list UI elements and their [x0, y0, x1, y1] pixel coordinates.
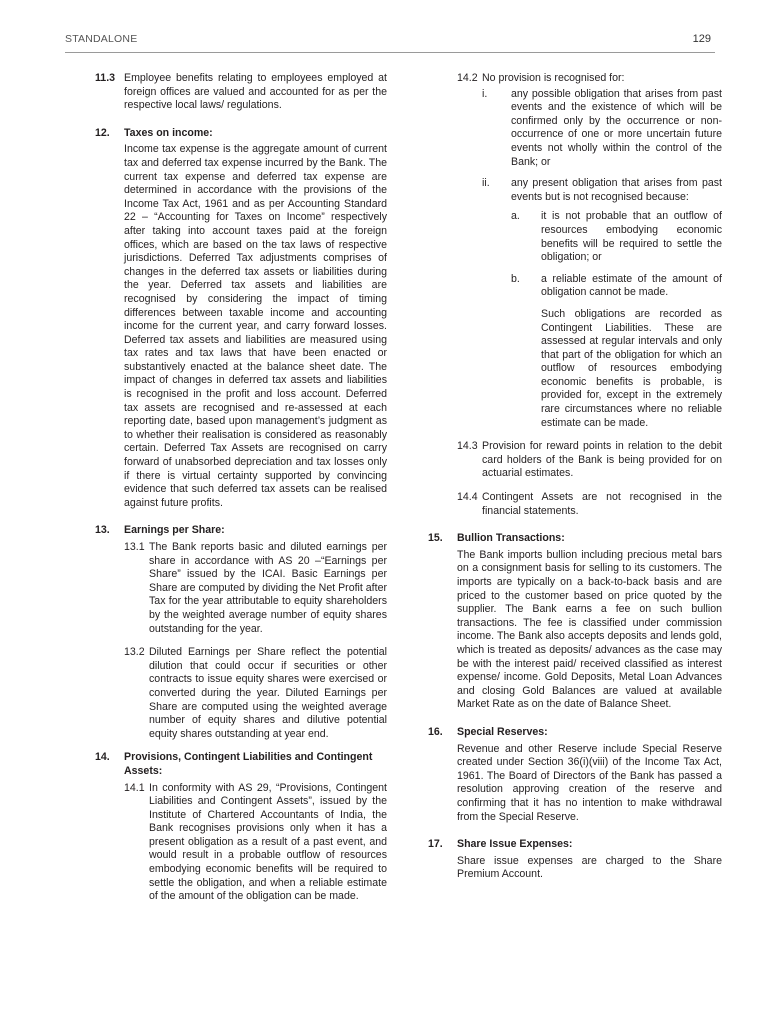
page-number: 129 — [692, 33, 711, 45]
subsection-text: Contingent Assets are not recognised in the financial statements. — [482, 491, 722, 517]
subsection-14-2 — [457, 72, 722, 430]
section-title: Taxes on income: — [124, 126, 213, 139]
running-header-section: STANDALONE — [65, 33, 138, 45]
subsection-text: In conformity with AS 29, “Provisions, Contingent Liabilities and Contingent Assets”, issued by the Institute of Chartered Accountants of India, the Bank recognises provisions only when it has a present obligation as a result of a past event, and would result in a probable outflow of resources embodying economic benefits will be required to settle the obligation, and when a reliable estimate of the amount of the obligation can be made. — [149, 781, 387, 903]
section-text: Employee benefits relating to employees employed at foreign offices are valued and accounted for as per the respective local laws/ regulations. — [124, 72, 387, 112]
section-number: 17. — [428, 838, 443, 851]
contingent-liabilities-note: Such obligations are recorded as Contingent Liabilities. These are assessed at regular intervals and only that part of the obligation for which an outflow of resources embodying economic benefits is probable, is provided for, except in the extremely rare circumstances where no reliable estimate can be made. — [541, 307, 722, 429]
left-column — [95, 72, 387, 914]
list-item-text: it is not probable that an outflow of resources embodying economic benefits will be required to settle the obligation; or — [541, 210, 722, 264]
subsection-13-1 — [124, 541, 387, 636]
subsection-number: 14.4 — [457, 491, 478, 504]
subsection-14-3 — [457, 440, 722, 481]
subsection-number: 14.3 — [457, 440, 478, 453]
list-item-text: any present obligation that arises from past events but is not recognised because: — [511, 177, 722, 203]
list-marker: ii. — [482, 177, 490, 190]
subsection-number: 13.2 — [124, 646, 145, 659]
section-text: The Bank imports bullion including precious metal bars on a consignment basis for selling to its customers. The imports are typically on a back-to-back basis and are priced to the customer based on price quoted by the supplier. The Bank earns a fee on such bullion transactions. The fee is classified under commission income. The Bank also accepts deposits and lends gold, which is treated as deposits/ advances as the case may be with the interest paid/ received classified as interest expense/ income. Gold Deposits, Metal Loan Advances and closing Gold Balances are valued at available Market Rate as on the date of Balance Sheet. — [457, 548, 722, 711]
section-text: Income tax expense is the aggregate amount of current tax and deferred tax expense incurred by the Bank. The current tax expense and deferred tax expense are determined in accordance with the provisions of the Income Tax Act, 1961 and as per Accounting Standard 22 – “Accounting for Taxes on Income” respectively after taking into account taxes paid at the foreign offices, which are based on the tax laws of respective jurisdictions. Deferred Tax adjustments comprises of changes in the deferred tax assets or liabilities during the year. Deferred tax assets and liabilities are recognised by considering the impact of timing differences between taxable income and accounting income for the current year, and carry forward losses. Deferred tax assets and liabilities are measured using tax rates and tax laws that have been enacted or substantively enacted at the balance sheet date. The impact of changes in deferred tax assets and liabilities is recognised in the profit and loss account. Deferred tax assets are recognised and re-assessed at each reporting date, based upon management’s judgment as to whether their realisation is considered as reasonably certain. Deferred Tax Assets are recognised on carry forward of unabsorbed depreciation and tax losses only if there is virtual certainty supported by convincing evidence that such deferred tax assets can be realised against future profits. — [124, 143, 387, 509]
section-13 — [95, 524, 387, 741]
section-title: Provisions, Contingent Liabilities and Contingent Assets: — [124, 751, 373, 777]
subsection-14-1 — [124, 782, 387, 904]
list-item-text: a reliable estimate of the amount of obligation cannot be made. — [541, 272, 722, 299]
list-item-b — [511, 273, 722, 300]
subsection-number: 13.1 — [124, 541, 145, 553]
section-title: Special Reserves: — [457, 725, 548, 738]
list-marker: a. — [511, 210, 520, 223]
list-item-a — [511, 210, 722, 264]
section-number: 14. — [95, 751, 110, 764]
section-16 — [428, 726, 722, 824]
list-item-text: any possible obligation that arises from past events and the existence of which will be confirmed only by the occurrence or non-occurrence of one or more uncertain future events not wholly within the control of the Bank; or — [511, 87, 722, 168]
subsection-number: 14.2 — [457, 72, 478, 84]
section-11-3 — [95, 72, 387, 113]
section-number: 16. — [428, 725, 443, 738]
section-number: 15. — [428, 532, 443, 545]
subsection-number: 14.1 — [124, 781, 145, 794]
subsection-text: Provision for reward points in relation to the debit card holders of the Bank is being provided for on actuarial estimates. — [482, 440, 722, 480]
section-text: Share issue expenses are charged to the Share Premium Account. — [457, 854, 722, 881]
section-number: 13. — [95, 524, 110, 537]
list-item-i — [482, 88, 722, 170]
header-rule — [65, 52, 715, 53]
section-12 — [95, 127, 387, 511]
nested-list — [482, 210, 722, 430]
subsection-text: Diluted Earnings per Share reflect the potential dilution that could occur if securities or other contracts to issue equity shares were exercised or converted during the year. Diluted Earnings per Share are computed using the weighted average number of equity shares and dilutive potential equity shares outstanding at year end. — [149, 646, 387, 740]
subsection-13-2 — [124, 646, 387, 741]
section-number: 12. — [95, 126, 110, 139]
section-title: Bullion Transactions: — [457, 532, 565, 545]
section-title: Earnings per Share: — [124, 524, 225, 537]
subsection-text: The Bank reports basic and diluted earnings per share in accordance with AS 20 –“Earnings per Share” issued by the ICAI. Basic Earnings per Share are computed by dividing the Net Profit after Tax for the year attributable to equity shareholders by the weighted average number of equity shares outstanding for the year. — [149, 541, 387, 635]
section-17 — [428, 838, 722, 882]
list-marker: b. — [511, 272, 520, 285]
section-14 — [95, 751, 387, 904]
section-15 — [428, 532, 722, 712]
subsection-intro: No provision is recognised for: — [482, 72, 625, 84]
section-number: 11.3 — [95, 72, 116, 84]
section-text: Revenue and other Reserve include Special Reserve created under Section 36(i)(viii) of the Income Tax Act, 1961. The Board of Directors of the Bank has passed a resolution approving creation of the reserve and confirming that it has no intention to make withdrawal from the Special Reserve. — [457, 742, 722, 823]
right-column — [428, 72, 722, 882]
list-marker: i. — [482, 87, 488, 100]
subsection-14-4 — [457, 491, 722, 518]
section-title: Share Issue Expenses: — [457, 838, 573, 851]
list-item-ii — [482, 177, 722, 204]
